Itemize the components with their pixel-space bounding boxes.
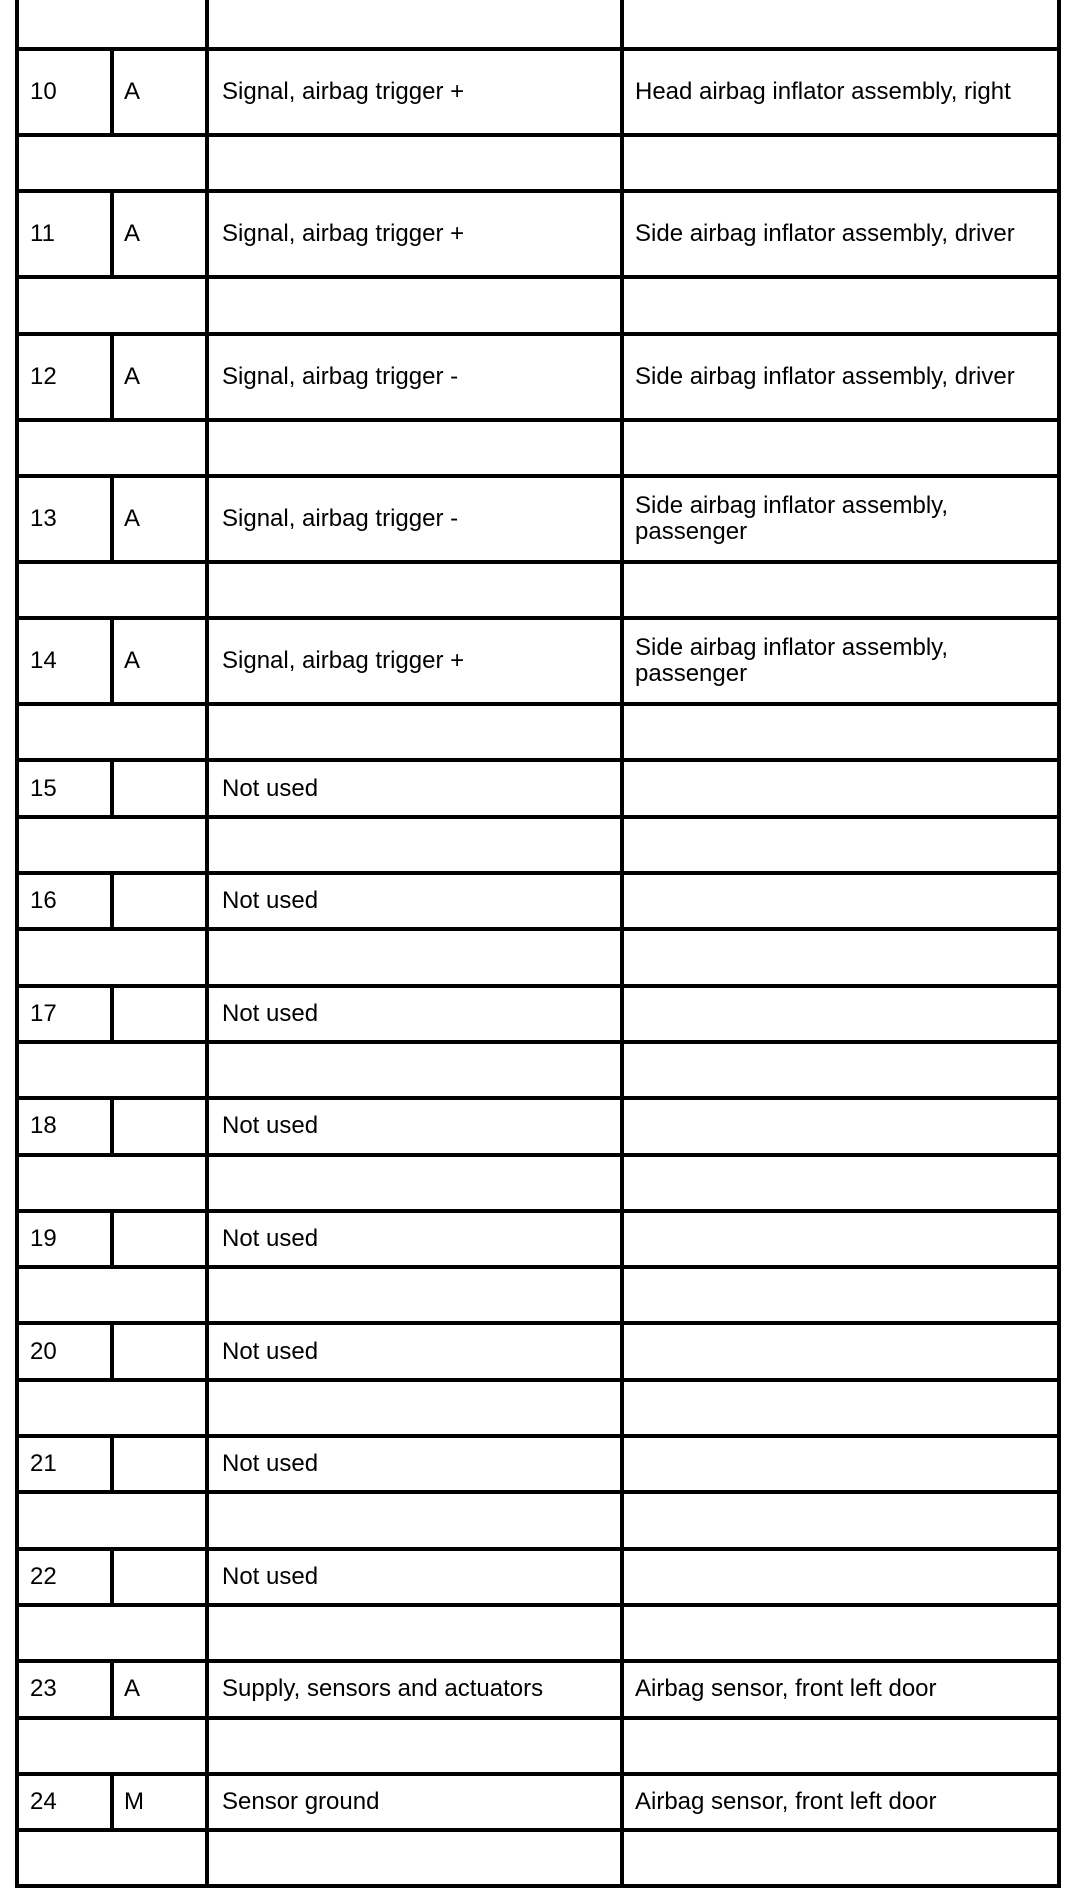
table-row xyxy=(19,988,1057,1044)
spacer-row xyxy=(19,1044,1057,1100)
spacer-cell xyxy=(209,1157,624,1209)
signal-description-cell: Sensor ground xyxy=(209,1776,624,1828)
table-row xyxy=(19,336,1057,422)
spacer-row xyxy=(19,279,1057,335)
table-row xyxy=(19,620,1057,706)
spacer-row xyxy=(19,1607,1057,1663)
pin-type-cell: A xyxy=(114,193,209,275)
pin-number-cell: 18 xyxy=(19,1100,114,1152)
component-text: Side airbag inflator assembly, passenger xyxy=(635,634,949,688)
component-cell xyxy=(624,875,1057,927)
spacer-cell xyxy=(624,1382,1057,1434)
spacer-cell xyxy=(209,931,624,983)
signal-description-cell: Not used xyxy=(209,1100,624,1152)
signal-description-cell: Signal, airbag trigger - xyxy=(209,478,624,560)
pin-type-cell xyxy=(114,1213,209,1265)
component-cell xyxy=(624,1213,1057,1265)
spacer-cell xyxy=(209,0,624,47)
signal-description-cell: Signal, airbag trigger - xyxy=(209,336,624,418)
table-row xyxy=(19,193,1057,279)
spacer-cell xyxy=(19,1044,209,1096)
component-cell xyxy=(624,1776,1057,1828)
pin-type-cell: A xyxy=(114,1663,209,1715)
pin-assignment-table xyxy=(15,0,1061,1888)
pin-type-cell: A xyxy=(114,51,209,133)
pin-number-cell: 20 xyxy=(19,1325,114,1377)
spacer-cell xyxy=(209,706,624,758)
spacer-cell xyxy=(209,1607,624,1659)
spacer-cell xyxy=(209,819,624,871)
table-row xyxy=(19,1551,1057,1607)
component-cell xyxy=(624,1325,1057,1377)
spacer-row xyxy=(19,931,1057,987)
pin-number-cell: 19 xyxy=(19,1213,114,1265)
spacer-cell xyxy=(209,1832,624,1884)
spacer-cell xyxy=(209,1044,624,1096)
table-row xyxy=(19,1325,1057,1381)
signal-description-cell: Supply, sensors and actuators xyxy=(209,1663,624,1715)
component-text: Airbag sensor, front left door xyxy=(635,1787,937,1815)
component-cell xyxy=(624,1100,1057,1152)
spacer-cell xyxy=(19,706,209,758)
spacer-cell xyxy=(624,279,1057,331)
spacer-cell xyxy=(19,1607,209,1659)
signal-description-cell: Signal, airbag trigger + xyxy=(209,193,624,275)
spacer-cell xyxy=(19,1382,209,1434)
spacer-cell xyxy=(624,1720,1057,1772)
spacer-cell xyxy=(19,564,209,616)
signal-description-cell: Not used xyxy=(209,1325,624,1377)
spacer-row xyxy=(19,1494,1057,1550)
table-row xyxy=(19,1100,1057,1156)
spacer-row xyxy=(19,422,1057,478)
spacer-cell xyxy=(19,1832,209,1884)
spacer-row xyxy=(19,137,1057,193)
pin-number-cell: 13 xyxy=(19,478,114,560)
spacer-cell xyxy=(209,422,624,474)
spacer-cell xyxy=(624,1044,1057,1096)
spacer-cell xyxy=(624,1494,1057,1546)
spacer-cell xyxy=(624,422,1057,474)
pin-type-cell xyxy=(114,875,209,927)
table-row xyxy=(19,478,1057,564)
pin-type-cell xyxy=(114,762,209,814)
spacer-row xyxy=(19,0,1057,51)
component-cell xyxy=(624,193,1057,275)
pin-number-cell: 21 xyxy=(19,1438,114,1490)
spacer-cell xyxy=(19,1269,209,1321)
spacer-cell xyxy=(209,279,624,331)
spacer-cell xyxy=(624,1157,1057,1209)
component-text: Side airbag inflator assembly, driver xyxy=(635,362,1015,390)
spacer-cell xyxy=(19,422,209,474)
spacer-row xyxy=(19,1157,1057,1213)
pin-number-cell: 22 xyxy=(19,1551,114,1603)
spacer-cell xyxy=(624,1269,1057,1321)
spacer-cell xyxy=(209,1720,624,1772)
spacer-cell xyxy=(19,819,209,871)
component-cell xyxy=(624,762,1057,814)
spacer-cell xyxy=(19,137,209,189)
spacer-row xyxy=(19,1832,1057,1888)
component-cell xyxy=(624,1551,1057,1603)
pin-type-cell xyxy=(114,1438,209,1490)
spacer-cell xyxy=(624,1832,1057,1884)
spacer-row xyxy=(19,706,1057,762)
spacer-row xyxy=(19,1720,1057,1776)
spacer-row xyxy=(19,1382,1057,1438)
spacer-cell xyxy=(209,137,624,189)
spacer-cell xyxy=(209,1269,624,1321)
pin-number-cell: 24 xyxy=(19,1776,114,1828)
spacer-cell xyxy=(624,564,1057,616)
component-cell xyxy=(624,1663,1057,1715)
signal-description-cell: Not used xyxy=(209,1213,624,1265)
table-row xyxy=(19,875,1057,931)
spacer-cell xyxy=(19,1720,209,1772)
table-row xyxy=(19,1663,1057,1719)
component-cell xyxy=(624,1438,1057,1490)
spacer-row xyxy=(19,1269,1057,1325)
pin-number-cell: 15 xyxy=(19,762,114,814)
signal-description-cell: Signal, airbag trigger + xyxy=(209,620,624,702)
component-cell xyxy=(624,51,1057,133)
pin-number-cell: 14 xyxy=(19,620,114,702)
pin-type-cell xyxy=(114,1551,209,1603)
spacer-cell xyxy=(209,1494,624,1546)
spacer-cell xyxy=(624,931,1057,983)
spacer-cell xyxy=(624,819,1057,871)
pin-number-cell: 16 xyxy=(19,875,114,927)
signal-description-cell: Not used xyxy=(209,988,624,1040)
spacer-cell xyxy=(19,1494,209,1546)
spacer-cell xyxy=(19,0,209,47)
pin-type-cell xyxy=(114,1325,209,1377)
pin-type-cell: A xyxy=(114,620,209,702)
spacer-cell xyxy=(624,1607,1057,1659)
spacer-cell xyxy=(624,706,1057,758)
component-cell xyxy=(624,478,1057,560)
spacer-cell xyxy=(209,564,624,616)
table-row xyxy=(19,1213,1057,1269)
table-row xyxy=(19,762,1057,818)
pin-type-cell: M xyxy=(114,1776,209,1828)
component-text: Head airbag inflator assembly, right xyxy=(635,78,1011,105)
pin-type-cell: A xyxy=(114,336,209,418)
table-row xyxy=(19,1776,1057,1832)
pin-type-cell xyxy=(114,988,209,1040)
component-text: Side airbag inflator assembly, passenger xyxy=(635,491,949,545)
spacer-cell xyxy=(209,1382,624,1434)
component-cell xyxy=(624,988,1057,1040)
pin-number-cell: 11 xyxy=(19,193,114,275)
signal-description-cell: Signal, airbag trigger + xyxy=(209,51,624,133)
component-cell xyxy=(624,620,1057,702)
spacer-row xyxy=(19,819,1057,875)
pin-number-cell: 10 xyxy=(19,51,114,133)
table-row xyxy=(19,1438,1057,1494)
pin-type-cell xyxy=(114,1100,209,1152)
component-cell xyxy=(624,336,1057,418)
spacer-cell xyxy=(624,0,1057,47)
signal-description-cell: Not used xyxy=(209,875,624,927)
spacer-row xyxy=(19,564,1057,620)
spacer-cell xyxy=(19,1157,209,1209)
signal-description-cell: Not used xyxy=(209,1551,624,1603)
pin-type-cell: A xyxy=(114,478,209,560)
component-text: Airbag sensor, front left door xyxy=(635,1675,937,1703)
pin-number-cell: 23 xyxy=(19,1663,114,1715)
spacer-cell xyxy=(19,931,209,983)
spacer-cell xyxy=(624,137,1057,189)
spacer-cell xyxy=(19,279,209,331)
signal-description-cell: Not used xyxy=(209,1438,624,1490)
signal-description-cell: Not used xyxy=(209,762,624,814)
component-text: Side airbag inflator assembly, driver xyxy=(635,220,1015,248)
table-row xyxy=(19,51,1057,137)
pin-number-cell: 12 xyxy=(19,336,114,418)
pin-number-cell: 17 xyxy=(19,988,114,1040)
